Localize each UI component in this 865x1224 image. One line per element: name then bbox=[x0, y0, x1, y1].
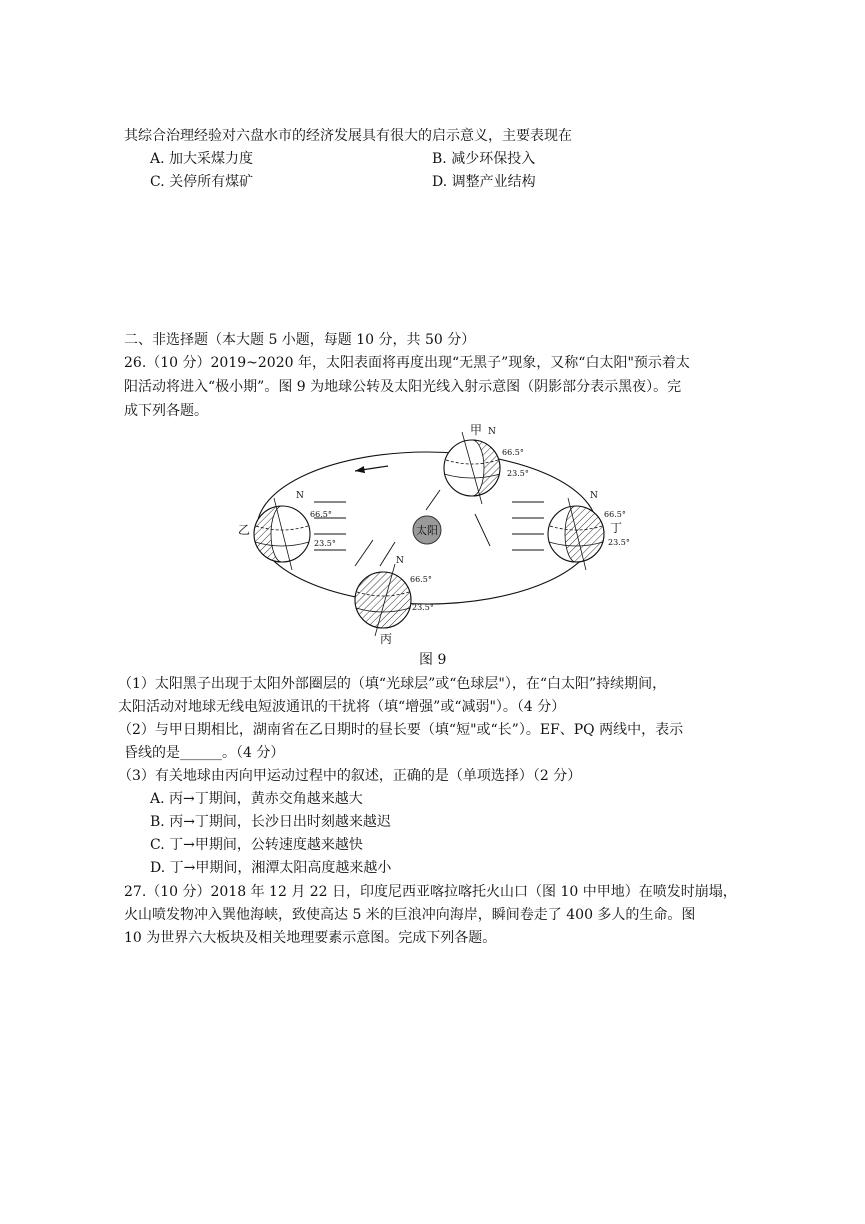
earth-bing bbox=[355, 540, 411, 636]
earth-ding bbox=[512, 498, 604, 570]
lat-tropic-ding: 23.5° bbox=[608, 538, 630, 547]
q26-stem-line-2: 阳活动将进入“极小期”。图 9 为地球公转及太阳光线入射示意图（阴影部分表示黑夜）。完 bbox=[124, 379, 682, 395]
north-label-ding: N bbox=[590, 491, 598, 501]
q25-stem: 其综合治理经验对六盘水市的经济发展具有很大的启示意义，主要表现在 bbox=[124, 128, 572, 144]
q25-option-d[interactable]: D. 调整产业结构 bbox=[432, 174, 536, 190]
q26-sub1-line-2: 太阳活动对地球无线电短波通讯的干扰将（填“增强”或“减弱"）。（4 分） bbox=[118, 699, 566, 715]
sun-label: 太阳 bbox=[416, 524, 438, 537]
q25-option-b[interactable]: B. 减少环保投入 bbox=[432, 151, 536, 167]
q26-sub3-option-a[interactable]: A. 丙→丁期间，黄赤交角越来越大 bbox=[150, 791, 363, 807]
q27-stem-line-1: 27.（10 分）2018 年 12 月 22 日，印度尼西亚喀拉喀托火山口（图 10 中甲地）在喷发时崩塌， bbox=[124, 884, 737, 900]
q26-sub2-line-1: （2）与甲日期相比，湖南省在乙日期时的昼长要（填“短"或“长”）。EF、PQ 两线中，表示 bbox=[118, 722, 684, 738]
lat-tropic-yi: 23.5° bbox=[314, 539, 336, 548]
figure-9-orbit-diagram bbox=[230, 418, 650, 650]
q27-stem-line-3: 10 为世界六大板块及相关地理要素示意图。完成下列各题。 bbox=[124, 930, 497, 946]
q26-sub3-option-c[interactable]: C. 丁→甲期间，公转速度越来越快 bbox=[150, 837, 363, 853]
north-label-jia: N bbox=[488, 427, 496, 437]
earth-yi bbox=[254, 498, 346, 570]
label-ding: 丁 bbox=[610, 521, 623, 535]
lat-arctic-yi: 66.5° bbox=[310, 510, 332, 519]
lat-tropic-jia: 23.5° bbox=[507, 469, 529, 478]
lat-tropic-bing: 23.5° bbox=[412, 603, 434, 612]
q25-option-c[interactable]: C. 关停所有煤矿 bbox=[150, 174, 254, 190]
lat-arctic-jia: 66.5° bbox=[502, 448, 524, 457]
q26-sub3-option-d[interactable]: D. 丁→甲期间，湘潭太阳高度越来越小 bbox=[150, 860, 392, 876]
label-bing: 丙 bbox=[380, 632, 393, 646]
q26-stem-line-3: 成下列各题。 bbox=[124, 403, 208, 419]
q25-option-a[interactable]: A. 加大采煤力度 bbox=[150, 151, 254, 167]
q26-sub3-stem: （3）有关地球由丙向甲运动过程中的叙述，正确的是（单项选择）（2 分） bbox=[118, 768, 582, 784]
lat-arctic-ding: 66.5° bbox=[604, 510, 626, 519]
north-label-yi: N bbox=[296, 491, 304, 501]
section2-heading: 二、非选择题（本大题 5 小题，每题 10 分，共 50 分） bbox=[124, 332, 476, 348]
figure-9-caption: 图 9 bbox=[419, 652, 447, 668]
q26-sub2-line-2: 昏线的是______。（4 分） bbox=[124, 745, 285, 761]
north-label-bing: N bbox=[396, 556, 404, 566]
q26-stem-line-1: 26.（10 分）2019~2020 年，太阳表面将再度出现“无黑子”现象，又称“白太阳"预示着太 bbox=[124, 355, 690, 371]
label-yi: 乙 bbox=[238, 523, 251, 537]
q27-stem-line-2: 火山喷发物冲入巽他海峡，致使高达 5 米的巨浪冲向海岸，瞬间卷走了 400 多人的生命。图 bbox=[124, 907, 696, 923]
orbit-direction-arrow bbox=[355, 466, 388, 471]
lat-arctic-bing: 66.5° bbox=[410, 575, 432, 584]
q26-sub3-option-b[interactable]: B. 丙→丁期间，长沙日出时刻越来越迟 bbox=[150, 814, 391, 830]
q26-sub1-line-1: （1）太阳黑子出现于太阳外部圈层的（填“光球层”或“色球层"），在“白太阳”持续期间， bbox=[118, 676, 667, 692]
label-jia: 甲 bbox=[470, 423, 483, 437]
